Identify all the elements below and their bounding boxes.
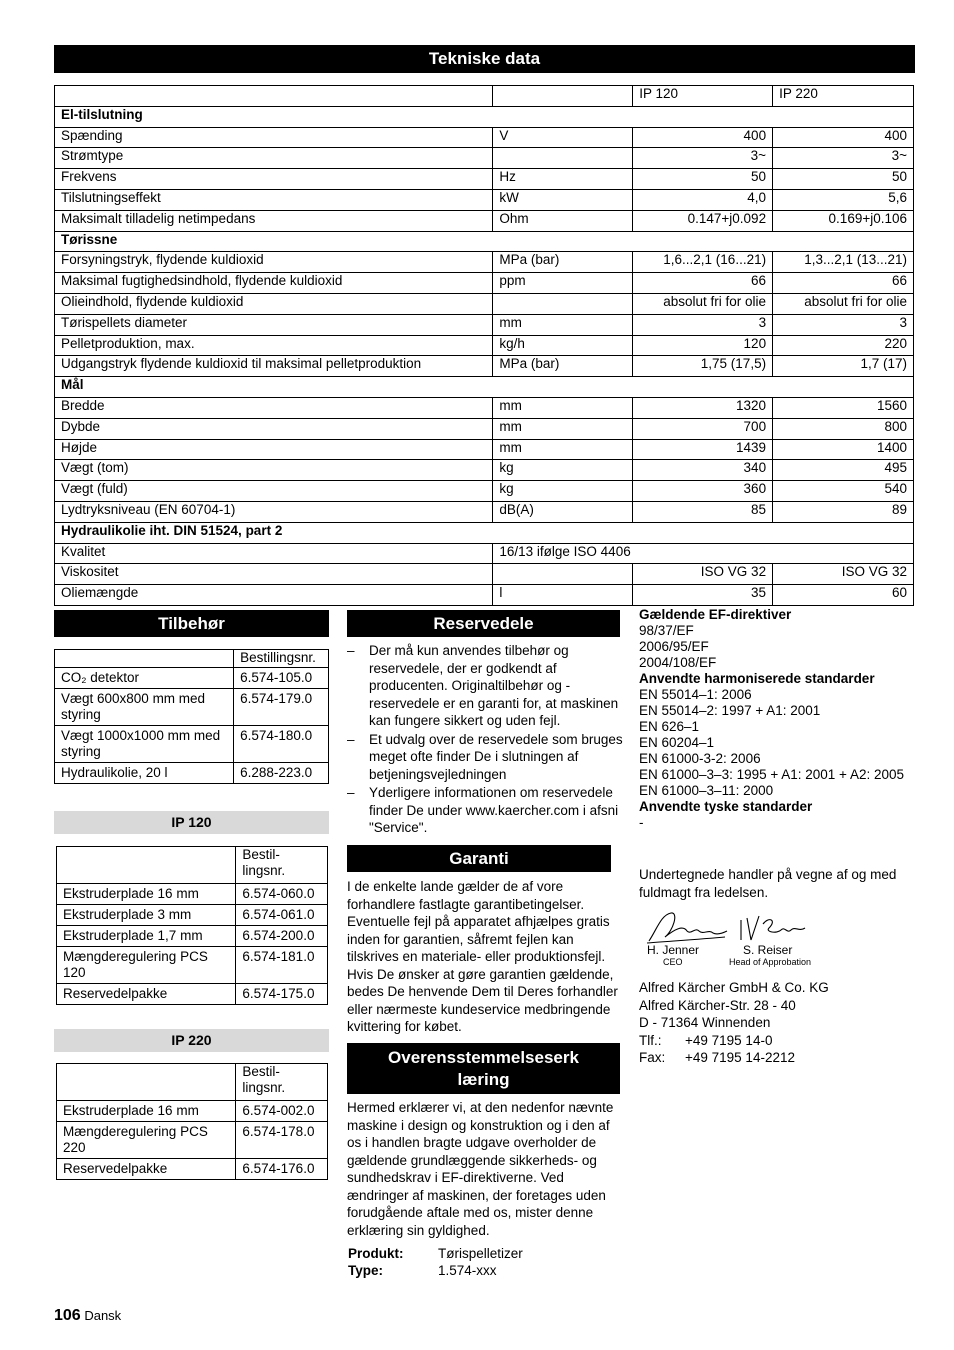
spec-row <box>55 543 914 564</box>
spec-section-label: Tørissne <box>55 231 914 252</box>
order-number-header: Bestil-lingsnr. <box>236 1064 328 1101</box>
address-line: Alfred Kärcher GmbH & Co. KG <box>639 980 829 995</box>
tlf-line <box>639 1032 919 1050</box>
address-block <box>639 979 919 1067</box>
spec-label: Udgangstryk flydende kuldioxid til maksimal pelletproduktion <box>55 356 493 377</box>
page-title: Tekniske data <box>54 45 915 73</box>
order-number: 6.574-176.0 <box>236 1159 328 1180</box>
type-label: Type: <box>348 1263 384 1278</box>
item-name: Ekstruderplade 1,7 mm <box>57 926 236 947</box>
spec-header-row <box>55 86 914 107</box>
spec-unit: Hz <box>493 169 633 190</box>
spec-row <box>55 293 914 314</box>
spec-unit: mm <box>493 397 633 418</box>
table-row <box>55 689 329 726</box>
spec-row <box>55 148 914 169</box>
page-footer <box>54 1307 121 1325</box>
spec-unit: mm <box>493 314 633 335</box>
order-number: 6.574-061.0 <box>236 905 328 926</box>
table-row <box>57 1122 328 1159</box>
harmonised-standard: EN 55014–1: 2006 <box>639 687 752 702</box>
harmonised-standard: EN 61000-3-2: 2006 <box>639 751 761 766</box>
spec-value-ip120: 3~ <box>633 148 773 169</box>
item-name: Mængderegulering PCS 120 <box>57 947 236 984</box>
item-name: Ekstruderplade 3 mm <box>57 905 236 926</box>
page-language: Dansk <box>84 1308 122 1323</box>
harmonised-standard: EN 55014–2: 1997 + A1: 2001 <box>639 703 821 718</box>
spec-section-row <box>55 106 914 127</box>
spec-row <box>55 252 914 273</box>
table-header-row <box>57 847 328 884</box>
harmonised-standard: EN 60204–1 <box>639 735 715 750</box>
order-number: 6.574-181.0 <box>236 947 328 984</box>
ip120-heading: IP 120 <box>54 811 329 834</box>
spec-section-label: El-tilslutning <box>55 106 914 127</box>
reservedele-item: – Yderligere informationen om reservedele finder De under www.kaercher.com i afsni "Service". <box>347 784 623 837</box>
spec-row <box>55 273 914 294</box>
table-header-blank <box>55 650 234 668</box>
spec-value-ip220: 400 <box>773 127 914 148</box>
item-name: Vægt 600x800 mm med styring <box>55 689 234 726</box>
harmonised-standard: EN 626–1 <box>639 719 700 734</box>
spec-label: Frekvens <box>55 169 493 190</box>
spec-label: Bredde <box>55 397 493 418</box>
spec-value-ip120: 85 <box>633 501 773 522</box>
spec-unit: ppm <box>493 273 633 294</box>
spec-label: Olieindhold, flydende kuldioxid <box>55 293 493 314</box>
spec-row <box>55 460 914 481</box>
table-row <box>57 884 328 905</box>
sign-text: Undertegnede handler på vegne af og med fuldmagt fra ledelsen. <box>639 867 897 900</box>
reservedele-item: – Et udvalg over de reservedele som bruges meget ofte finder De i slutningen af betjeningsvejledningen <box>347 731 623 784</box>
spec-unit: V <box>493 127 633 148</box>
spec-row <box>55 169 914 190</box>
spec-value-ip120: 360 <box>633 481 773 502</box>
table-row <box>55 763 329 784</box>
ef-directive: 2004/108/EF <box>639 655 717 670</box>
spec-value-ip220: 3 <box>773 314 914 335</box>
spec-row <box>55 418 914 439</box>
table-header-row <box>55 650 329 668</box>
spec-label: Lydtryksniveau (EN 60704-1) <box>55 501 493 522</box>
spec-value-ip120: 1,6...2,1 (16...21) <box>633 252 773 273</box>
spec-value-ip120: 340 <box>633 460 773 481</box>
spec-value-ip220: 89 <box>773 501 914 522</box>
spec-section-row <box>55 231 914 252</box>
spec-unit: kg/h <box>493 335 633 356</box>
table-row <box>57 1159 328 1180</box>
item-name: Hydraulikolie, 20 l <box>55 763 234 784</box>
spec-row <box>55 439 914 460</box>
spec-row <box>55 356 914 377</box>
spec-value-ip120: 66 <box>633 273 773 294</box>
spec-label: Viskositet <box>55 564 493 585</box>
spec-label: Spænding <box>55 127 493 148</box>
sig2-role: Head of Approbation <box>729 957 812 967</box>
spec-value-ip220: 0.169+j0.106 <box>773 210 914 231</box>
spec-unit <box>493 564 633 585</box>
spec-row <box>55 564 914 585</box>
spec-label: Forsyningstryk, flydende kuldioxid <box>55 252 493 273</box>
spec-section-row <box>55 522 914 543</box>
overens-title: Overensstemmelseserklæring <box>347 1043 620 1094</box>
reservedele-item: – Der må kun anvendes tilbehør og reservedele, der er godkendt af producenten. Originaltilbehør og -reservedele er en garanti for, at maskinen kan fungere sikkert og uden fejl. <box>347 642 623 730</box>
spec-value-ip220: 1,7 (17) <box>773 356 914 377</box>
ef-directives-list <box>639 623 919 671</box>
spec-unit: kg <box>493 460 633 481</box>
address-line: D - 71364 Winnenden <box>639 1015 771 1030</box>
spec-value-ip220: 1560 <box>773 397 914 418</box>
spec-header-blank <box>55 86 493 107</box>
spec-value-ip220: 60 <box>773 585 914 606</box>
harmonised-standard: EN 61000–3–3: 1995 + A1: 2001 + A2: 2005 <box>639 767 904 782</box>
spec-label: Højde <box>55 439 493 460</box>
item-name: CO₂ detektor <box>55 668 234 689</box>
spec-label: Maksimalt tilladelig netimpedans <box>55 210 493 231</box>
order-number: 6.574-002.0 <box>236 1101 328 1122</box>
spec-unit: Ohm <box>493 210 633 231</box>
produkt-value: Tørispelletizer <box>438 1246 523 1261</box>
type-value: 1.574-xxx <box>438 1263 497 1278</box>
type-line <box>348 1262 623 1280</box>
order-number: 6.288-223.0 <box>234 763 329 784</box>
spec-unit: MPa (bar) <box>493 356 633 377</box>
spec-value-ip220: 3~ <box>773 148 914 169</box>
spec-label: Tilslutningseffekt <box>55 189 493 210</box>
page-number: 106 <box>54 1307 81 1324</box>
harmonised-standards-list <box>639 687 919 799</box>
spec-unit: mm <box>493 439 633 460</box>
spec-unit <box>493 148 633 169</box>
harmonised-standard: EN 61000–3–11: 2000 <box>639 783 774 798</box>
spec-value-ip220: 495 <box>773 460 914 481</box>
spec-unit: MPa (bar) <box>493 252 633 273</box>
spec-unit: dB(A) <box>493 501 633 522</box>
table-row <box>55 726 329 763</box>
address-line: Alfred Kärcher-Str. 28 - 40 <box>639 997 796 1013</box>
fax-label: Fax: <box>639 1050 666 1065</box>
table-row <box>57 947 328 984</box>
german-standards-heading: Anvendte tyske standarder <box>639 799 813 814</box>
fax-line <box>639 1049 919 1067</box>
tilbehor-table <box>54 649 329 784</box>
spec-value-ip120: 3 <box>633 314 773 335</box>
spec-value-ip220: 50 <box>773 169 914 190</box>
spec-header-ip120: IP 120 <box>633 86 773 107</box>
spec-value-ip220: 1,3...2,1 (13...21) <box>773 252 914 273</box>
overens-text: Hermed erklærer vi, at den nedenfor nævnte maskine i design og konstruktion og i den af os i handlen bragte udgave overholder de gældende grundlæggende sikkerheds- og sundhedskrav i EF-direktiverne. Ved ændringer af maskinen, der foretages uden forudgående aftale med os, mister denne erklæring sin gyldighed. <box>347 1100 614 1238</box>
spec-value-ip120: 120 <box>633 335 773 356</box>
spec-label: Oliemængde <box>55 585 493 606</box>
spec-row <box>55 210 914 231</box>
spec-label: Vægt (tom) <box>55 460 493 481</box>
spec-value-ip120: 400 <box>633 127 773 148</box>
spec-section-label: Mål <box>55 377 914 398</box>
item-name: Reservedelpakke <box>57 1159 236 1180</box>
sig1-role: CEO <box>663 957 683 967</box>
spec-unit: l <box>493 585 633 606</box>
ip220-table <box>56 1063 328 1180</box>
spec-row <box>55 335 914 356</box>
spec-value-ip220: 5,6 <box>773 189 914 210</box>
order-number: 6.574-180.0 <box>234 726 329 763</box>
spec-label: Strømtype <box>55 148 493 169</box>
spec-row <box>55 585 914 606</box>
spec-value-ip120: 1439 <box>633 439 773 460</box>
spec-row <box>55 189 914 210</box>
produkt-line <box>348 1245 623 1263</box>
spec-value-ip120: absolut fri for olie <box>633 293 773 314</box>
order-number: 6.574-200.0 <box>236 926 328 947</box>
order-number: 6.574-060.0 <box>236 884 328 905</box>
spec-value-ip220: 1400 <box>773 439 914 460</box>
table-row <box>57 905 328 926</box>
ip220-heading: IP 220 <box>54 1029 329 1052</box>
garanti-title: Garanti <box>347 845 611 872</box>
spec-section-row <box>55 377 914 398</box>
spec-unit: mm <box>493 418 633 439</box>
item-name: Mængderegulering PCS 220 <box>57 1122 236 1159</box>
signature-jenner-image <box>643 907 728 947</box>
spec-table <box>54 85 914 606</box>
spec-row <box>55 481 914 502</box>
spec-header-ip220: IP 220 <box>773 86 914 107</box>
spec-label: Maksimal fugtighedsindhold, flydende kuldioxid <box>55 273 493 294</box>
spec-row <box>55 501 914 522</box>
table-header-blank <box>57 1064 236 1101</box>
spec-value-ip120: 4,0 <box>633 189 773 210</box>
order-number: 6.574-105.0 <box>234 668 329 689</box>
item-name: Ekstruderplade 16 mm <box>57 1101 236 1122</box>
ef-directive: 2006/95/EF <box>639 639 709 654</box>
spec-value-ip120: 1320 <box>633 397 773 418</box>
tilbehor-title: Tilbehør <box>54 610 329 637</box>
order-number-header: Bestillingsnr. <box>234 650 329 668</box>
sig2-name: S. Reiser <box>743 943 793 957</box>
spec-value-ip220: 66 <box>773 273 914 294</box>
spec-value-ip120: 35 <box>633 585 773 606</box>
spec-value-ip220: ISO VG 32 <box>773 564 914 585</box>
spec-row <box>55 314 914 335</box>
spec-span-value: 16/13 ifølge ISO 4406 <box>493 543 914 564</box>
spec-label: Dybde <box>55 418 493 439</box>
spec-section-label: Hydraulikolie iht. DIN 51524, part 2 <box>55 522 914 543</box>
spec-label: Vægt (fuld) <box>55 481 493 502</box>
spec-row <box>55 397 914 418</box>
german-standards-value: - <box>639 815 644 830</box>
right-column <box>639 607 919 831</box>
item-name: Vægt 1000x1000 mm med styring <box>55 726 234 763</box>
spec-value-ip120: 700 <box>633 418 773 439</box>
order-number-header: Bestil-lingsnr. <box>236 847 328 884</box>
table-row <box>55 668 329 689</box>
fax-value: +49 7195 14-2212 <box>685 1050 795 1065</box>
tlf-label: Tlf.: <box>639 1032 662 1048</box>
ef-directive: 98/37/EF <box>639 623 694 638</box>
signature-reiser-image <box>737 912 807 944</box>
ef-directives-heading: Gældende EF-direktiver <box>639 607 792 622</box>
spec-value-ip120: 0.147+j0.092 <box>633 210 773 231</box>
item-name: Reservedelpakke <box>57 984 236 1005</box>
spec-row <box>55 127 914 148</box>
spec-label: Tørispellets diameter <box>55 314 493 335</box>
table-row <box>57 926 328 947</box>
spec-unit: kW <box>493 189 633 210</box>
spec-value-ip120: 1,75 (17,5) <box>633 356 773 377</box>
produkt-label: Produkt: <box>348 1246 404 1261</box>
order-number: 6.574-179.0 <box>234 689 329 726</box>
spec-unit: kg <box>493 481 633 502</box>
table-header-row <box>57 1064 328 1101</box>
spec-label: Kvalitet <box>55 543 493 564</box>
spec-value-ip220: 540 <box>773 481 914 502</box>
spec-label: Pelletproduktion, max. <box>55 335 493 356</box>
garanti-text: I de enkelte lande gælder de af vore forhandlere fastlagte garantibetingelser. Eventuelle fejl på apparatet afhjælpes gratis inden for garantien, såfremt fejlen kan tilskrives en materiale- eller produktionsfejl. Hvis De ønsker at gøre garantien gældende, bedes De henvende Dem til Deres forhandler eller nærmeste kundeservice medbringende kvittering for købet. <box>347 879 618 1034</box>
reservedele-list <box>347 642 623 838</box>
spec-value-ip220: 220 <box>773 335 914 356</box>
order-number: 6.574-175.0 <box>236 984 328 1005</box>
tlf-value: +49 7195 14-0 <box>685 1032 773 1048</box>
spec-value-ip120: ISO VG 32 <box>633 564 773 585</box>
order-number: 6.574-178.0 <box>236 1122 328 1159</box>
spec-value-ip220: absolut fri for olie <box>773 293 914 314</box>
spec-unit <box>493 293 633 314</box>
table-row <box>57 984 328 1005</box>
reservedele-title: Reservedele <box>347 610 620 637</box>
item-name: Ekstruderplade 16 mm <box>57 884 236 905</box>
table-row <box>57 1101 328 1122</box>
ip120-table <box>56 846 328 1005</box>
table-header-blank <box>57 847 236 884</box>
spec-value-ip220: 800 <box>773 418 914 439</box>
harmonised-standards-heading: Anvendte harmoniserede standarder <box>639 671 875 686</box>
sig1-name: H. Jenner <box>647 943 700 957</box>
spec-value-ip120: 50 <box>633 169 773 190</box>
spec-header-blank <box>493 86 633 107</box>
